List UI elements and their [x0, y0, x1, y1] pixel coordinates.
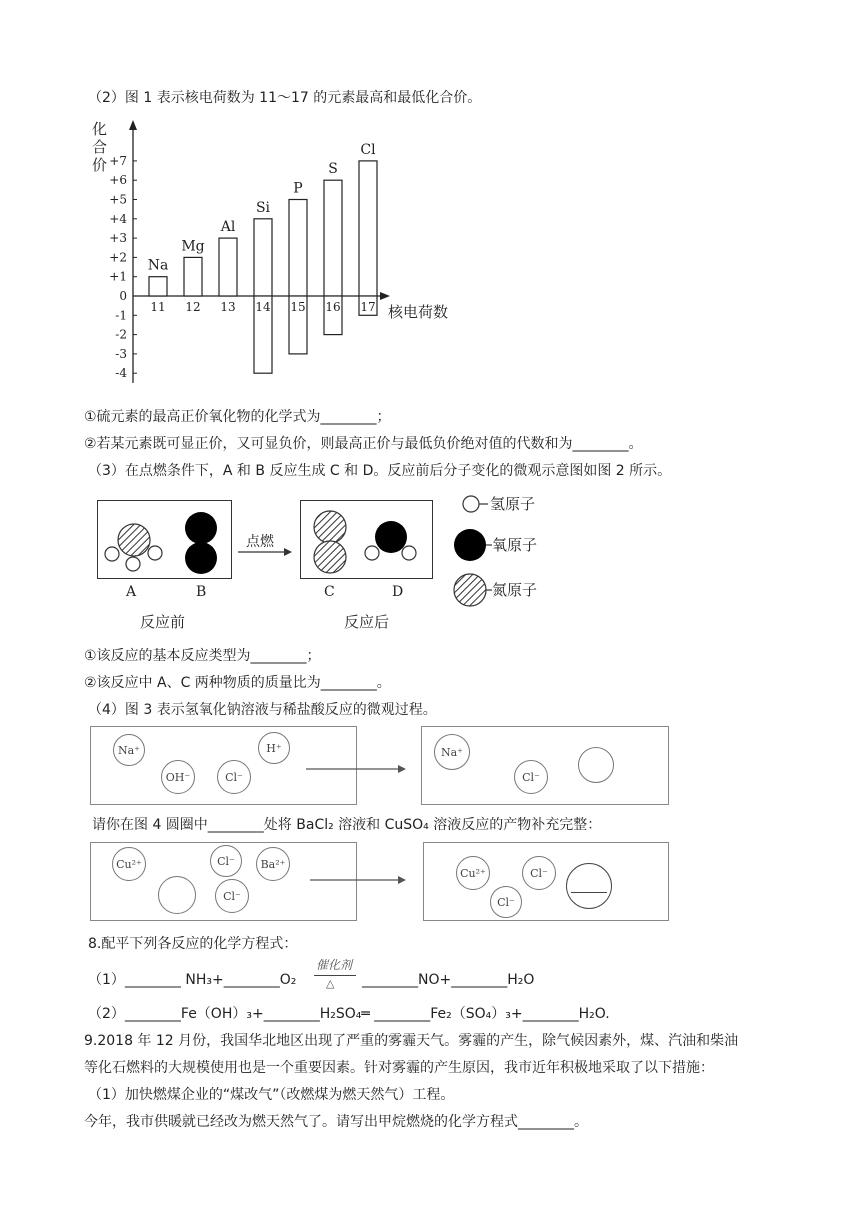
ion-circle: Cl⁻: [514, 760, 548, 794]
ion-circle: Cl⁻: [215, 879, 249, 913]
q8-title: 8.配平下列各反应的化学方程式：: [88, 936, 298, 952]
y-tick-label: -1: [115, 308, 127, 323]
q9-line2: 等化石燃料的大规模使用也是一个重要因素。针对雾霾的产生原因，我市近年积极地采取了以下措施：: [84, 1060, 714, 1076]
ion-circle: Cl⁻: [217, 760, 251, 794]
q3-intro: （3）在点燃条件下，A 和 B 反应生成 C 和 D。反应前后分子变化的微观示意图如图 2 所示。: [88, 463, 672, 479]
catalyst-label: 催化剂: [316, 958, 353, 972]
element-label: Al: [220, 219, 236, 236]
answer-circle[interactable]: [566, 863, 612, 909]
label-d: D: [392, 584, 404, 600]
y-tick-label: +7: [109, 153, 127, 168]
q3-sub1: ①该反应的基本反应类型为________；: [84, 648, 321, 664]
element-label: Mg: [181, 238, 205, 255]
element-label: Si: [255, 199, 271, 216]
x-tick-label: 13: [220, 300, 236, 314]
x-tick-label: 16: [325, 300, 341, 314]
equation-bar: [314, 975, 356, 976]
ion-circle: H⁺: [258, 732, 290, 764]
heat-symbol: △: [326, 977, 335, 990]
q8-eq2: （2）________Fe（OH）₃+________H₂SO₄═ ________Fe₂（SO₄）₃+________H₂O.: [88, 1006, 610, 1022]
x-tick-label: 12: [185, 300, 201, 314]
ion-circle: Cl⁻: [490, 886, 522, 918]
y-tick-label: +2: [109, 250, 127, 265]
label-c: C: [324, 584, 335, 600]
x-tick-label: 17: [360, 300, 376, 314]
x-axis-label: 核电荷数: [388, 303, 449, 321]
q9-line3: （1）加快燃煤企业的“煤改气”（改燃煤为燃天然气）工程。: [88, 1087, 455, 1103]
q2-intro: （2）图 1 表示核电荷数为 11～17 的元素最高和最低化合价。: [88, 90, 482, 106]
element-label: Na: [147, 257, 169, 274]
element-label: Cl: [360, 141, 376, 158]
ion-circle: Na⁺: [434, 734, 470, 770]
y-tick-label: -4: [115, 366, 127, 381]
x-tick-label: 11: [150, 300, 166, 314]
y-tick-label: -3: [115, 346, 127, 361]
x-tick-label: 15: [290, 300, 306, 314]
arrow-label: 点燃: [246, 534, 274, 550]
element-label: P: [293, 180, 303, 197]
before-caption: 反应前: [140, 613, 186, 631]
q2-sub2: ②若某元素既可显正价，又可显负价，则最高正价与最低负价绝对值的代数和为________。: [84, 436, 643, 452]
q3-sub2: ②该反应中 A、C 两种物质的质量比为________。: [84, 675, 391, 691]
ion-circle: Cu²⁺: [112, 847, 146, 881]
y-axis-label: 化合价: [92, 120, 108, 174]
label-b: B: [196, 584, 207, 600]
after-caption: 反应后: [344, 613, 390, 631]
ion-circle: Ba²⁺: [256, 847, 290, 881]
label-a: A: [126, 584, 137, 600]
y-tick-label: 0: [119, 289, 127, 303]
legend-oxygen-label: 氧原子: [492, 536, 538, 554]
y-tick-label: +3: [109, 231, 127, 246]
y-tick-label: +4: [109, 211, 127, 226]
q9-line4: 今年，我市供暖就已经改为燃天然气了。请写出甲烷燃烧的化学方程式________。: [84, 1114, 588, 1130]
ion-circle: Cu²⁺: [456, 856, 490, 890]
element-label: S: [328, 161, 338, 178]
y-tick-label: +5: [109, 192, 127, 207]
ion-circle: Na⁺: [113, 734, 145, 766]
q9-line1: 9.2018 年 12 月份，我国华北地区出现了严重的雾霾天气。雾霾的产生，除气候因素外，煤、汽油和柴油: [84, 1033, 739, 1049]
q2-sub1: ①硫元素的最高正价氧化物的化学式为________；: [84, 409, 391, 425]
x-tick-label: 14: [255, 300, 271, 314]
q4-intro: （4）图 3 表示氢氧化钠溶液与稀盐酸反应的微观过程。: [88, 702, 437, 718]
ion-circle: OH⁻: [161, 760, 195, 794]
ion-circle: Cl⁻: [522, 856, 556, 890]
q8-eq1-suffix: ________NO+________H₂O: [362, 972, 535, 988]
y-tick-label: +6: [109, 173, 127, 188]
ion-circle: Cl⁻: [210, 845, 242, 877]
legend-hydrogen-label: 氢原子: [490, 495, 536, 513]
q8-eq1-prefix: （1）________ NH₃+________O₂: [88, 972, 297, 988]
legend-nitrogen-label: 氮原子: [492, 581, 538, 599]
y-tick-label: +1: [109, 269, 127, 284]
q4-prompt: 请你在图 4 圆圈中________处将 BaCl₂ 溶液和 CuSO₄ 溶液反应的产物补充完整：: [92, 817, 602, 833]
y-tick-label: -2: [115, 327, 127, 342]
